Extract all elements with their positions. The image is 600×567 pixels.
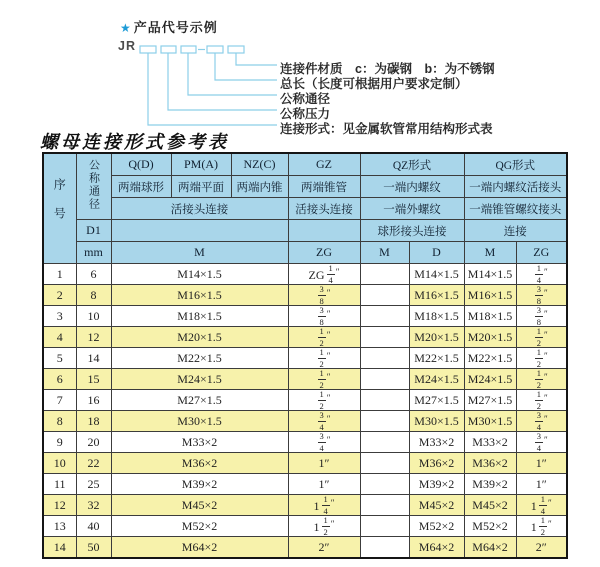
cell-qz-d: M39×2 <box>409 474 464 495</box>
header-code-nzc: NZ(C) <box>231 153 288 176</box>
cell-dn: 25 <box>76 474 111 495</box>
cell-no: 11 <box>43 474 76 495</box>
cell-qz-m <box>360 306 409 327</box>
cell-m: M20×1.5 <box>111 327 288 348</box>
cell-qg-m: M45×2 <box>464 495 516 516</box>
cell-m: M36×2 <box>111 453 288 474</box>
cell-qz-m <box>360 537 409 559</box>
cell-qz-m <box>360 285 409 306</box>
cell-m: M52×2 <box>111 516 288 537</box>
cell-dn: 32 <box>76 495 111 516</box>
cell-no: 6 <box>43 369 76 390</box>
header-diameter: 公称通径 <box>76 153 111 220</box>
cell-qg-zg: $\frac{3}{8}$ ″ <box>516 285 567 306</box>
cell-gz: 1 $\frac{1}{4}$ ″ <box>288 495 360 516</box>
cell-qz-d: M36×2 <box>409 453 464 474</box>
cell-dn: 22 <box>76 453 111 474</box>
cell-dn: 50 <box>76 537 111 559</box>
header-unit-zg: ZG <box>288 242 360 264</box>
cell-qz-d: M14×1.5 <box>409 264 464 285</box>
cell-m: M39×2 <box>111 474 288 495</box>
cell-qg-zg: $\frac{1}{2}$ ″ <box>516 348 567 369</box>
code-box-icon <box>207 46 223 53</box>
cell-qg-zg: $\frac{1}{2}$ ″ <box>516 369 567 390</box>
cell-no: 5 <box>43 348 76 369</box>
callout-label-form: 连接形式：见金属软管常用结构形式表 <box>280 122 493 136</box>
callout-label-pressure: 公称压力 <box>280 107 331 121</box>
cell-no: 14 <box>43 537 76 559</box>
table-row <box>43 432 567 453</box>
header-conn-qg: 一端锥管螺纹接头 <box>464 198 567 220</box>
header-unit-qz-m: M <box>360 242 409 264</box>
cell-dn: 6 <box>76 264 111 285</box>
cell-m: M18×1.5 <box>111 306 288 327</box>
cell-qz-d: M20×1.5 <box>409 327 464 348</box>
code-prefix: JR <box>118 39 136 53</box>
table-row <box>43 369 567 390</box>
header-unit-qg-m: M <box>464 242 516 264</box>
cell-gz: 1″ <box>288 453 360 474</box>
header-ends-qz: 一端内螺纹 <box>360 176 464 198</box>
cell-qg-m: M52×2 <box>464 516 516 537</box>
cell-qz-d: M30×1.5 <box>409 411 464 432</box>
header-serial: 序号 <box>43 153 76 264</box>
cell-dn: 20 <box>76 432 111 453</box>
cell-qz-d: M64×2 <box>409 537 464 559</box>
cell-no: 9 <box>43 432 76 453</box>
table-row <box>43 285 567 306</box>
header-unit-m: M <box>111 242 288 264</box>
cell-qz-d: M33×2 <box>409 432 464 453</box>
cell-qz-m <box>360 495 409 516</box>
cell-no: 1 <box>43 264 76 285</box>
cell-gz: 1″ <box>288 474 360 495</box>
cell-qg-zg: 1 $\frac{1}{4}$ ″ <box>516 495 567 516</box>
cell-gz: $\frac{1}{2}$ ″ <box>288 327 360 348</box>
cell-gz: 2″ <box>288 537 360 559</box>
cell-gz: ZG $\frac{1}{4}$ ″ <box>288 264 360 285</box>
cell-qz-m <box>360 411 409 432</box>
cell-qg-zg: 2″ <box>516 537 567 559</box>
table-row <box>43 537 567 559</box>
cell-qg-zg: $\frac{1}{2}$ ″ <box>516 390 567 411</box>
header-code-gz: GZ <box>288 153 360 176</box>
cell-gz: 1 $\frac{1}{2}$ ″ <box>288 516 360 537</box>
cell-m: M22×1.5 <box>111 348 288 369</box>
cell-qg-m: M33×2 <box>464 432 516 453</box>
cell-no: 13 <box>43 516 76 537</box>
table-title: 螺母连接形式参考表 <box>40 132 229 152</box>
table-row <box>43 264 567 285</box>
cell-gz: $\frac{3}{8}$ ″ <box>288 306 360 327</box>
table-row <box>43 390 567 411</box>
product-code-heading <box>120 17 218 36</box>
cell-dn: 40 <box>76 516 111 537</box>
table-row <box>43 474 567 495</box>
cell-qg-m: M39×2 <box>464 474 516 495</box>
cell-qz-m <box>360 453 409 474</box>
cell-no: 4 <box>43 327 76 348</box>
cell-gz: $\frac{1}{2}$ ″ <box>288 348 360 369</box>
nut-connection-table <box>42 152 568 559</box>
header-conn2-qz: 球形接头连接 <box>360 220 464 242</box>
cell-qz-d: M18×1.5 <box>409 306 464 327</box>
cell-m: M45×2 <box>111 495 288 516</box>
cell-qz-m <box>360 264 409 285</box>
cell-gz: $\frac{3}{8}$ ″ <box>288 285 360 306</box>
cell-m: M33×2 <box>111 432 288 453</box>
cell-m: M16×1.5 <box>111 285 288 306</box>
cell-dn: 12 <box>76 327 111 348</box>
table-row <box>43 306 567 327</box>
cell-qg-m: M27×1.5 <box>464 390 516 411</box>
header-code-qz: QZ形式 <box>360 153 464 176</box>
cell-qz-m <box>360 516 409 537</box>
header-ends-nzc: 两端内锥 <box>231 176 288 198</box>
header-ends-qd: 两端球形 <box>111 176 171 198</box>
cell-qg-zg: $\frac{1}{4}$ ″ <box>516 264 567 285</box>
cell-qg-m: M64×2 <box>464 537 516 559</box>
header-code-qg: QG形式 <box>464 153 567 176</box>
cell-dn: 16 <box>76 390 111 411</box>
header-unit-qz-d: D <box>409 242 464 264</box>
cell-no: 10 <box>43 453 76 474</box>
table-body <box>43 264 567 559</box>
cell-dn: 8 <box>76 285 111 306</box>
cell-dn: 18 <box>76 411 111 432</box>
table-row <box>43 453 567 474</box>
cell-gz: $\frac{1}{2}$ ″ <box>288 390 360 411</box>
header-mm: mm <box>76 242 111 264</box>
header-conn-qz: 一端外螺纹 <box>360 198 464 220</box>
cell-qg-zg: 1″ <box>516 453 567 474</box>
cell-qg-m: M18×1.5 <box>464 306 516 327</box>
header-blank-gz <box>288 220 360 242</box>
product-code-heading-text: 产品代号示例 <box>133 20 218 35</box>
callout-label-length: 总长（长度可根据用户要求定制） <box>280 77 468 91</box>
cell-qz-d: M22×1.5 <box>409 348 464 369</box>
cell-dn: 15 <box>76 369 111 390</box>
cell-qz-d: M27×1.5 <box>409 390 464 411</box>
cell-qz-d: M24×1.5 <box>409 369 464 390</box>
cell-m: M30×1.5 <box>111 411 288 432</box>
cell-qg-zg: $\frac{1}{2}$ ″ <box>516 327 567 348</box>
cell-qz-m <box>360 432 409 453</box>
table-row <box>43 411 567 432</box>
cell-qg-m: M36×2 <box>464 453 516 474</box>
table-row <box>43 495 567 516</box>
cell-qg-zg: $\frac{3}{4}$ ″ <box>516 411 567 432</box>
cell-qg-m: M30×1.5 <box>464 411 516 432</box>
cell-qz-d: M16×1.5 <box>409 285 464 306</box>
cell-no: 3 <box>43 306 76 327</box>
code-box-icon <box>161 46 176 53</box>
cell-m: M14×1.5 <box>111 264 288 285</box>
cell-qg-m: M22×1.5 <box>464 348 516 369</box>
table-row <box>43 327 567 348</box>
cell-gz: $\frac{3}{4}$ ″ <box>288 432 360 453</box>
cell-dn: 10 <box>76 306 111 327</box>
cell-qz-m <box>360 390 409 411</box>
cell-qg-m: M14×1.5 <box>464 264 516 285</box>
callout-label-material: 连接件材质 c：为碳钢 b：为不锈钢 <box>280 62 495 76</box>
cell-qz-m <box>360 369 409 390</box>
header-blank-left <box>111 220 288 242</box>
header-conn-left: 活接头连接 <box>111 198 288 220</box>
code-box-icon <box>140 46 156 53</box>
cell-qg-m: M20×1.5 <box>464 327 516 348</box>
cell-qg-m: M24×1.5 <box>464 369 516 390</box>
header-code-pma: PM(A) <box>171 153 231 176</box>
cell-qg-zg: 1 $\frac{1}{2}$ ″ <box>516 516 567 537</box>
cell-gz: $\frac{1}{2}$ ″ <box>288 369 360 390</box>
cell-dn: 14 <box>76 348 111 369</box>
callout-label-diameter: 公称通径 <box>280 92 331 106</box>
header-ends-gz: 两端锥管 <box>288 176 360 198</box>
cell-qz-m <box>360 327 409 348</box>
table-row <box>43 516 567 537</box>
cell-no: 2 <box>43 285 76 306</box>
cell-gz: $\frac{3}{4}$ ″ <box>288 411 360 432</box>
star-icon: ★ <box>120 21 132 35</box>
code-box-icon <box>181 46 196 53</box>
cell-qg-zg: 1″ <box>516 474 567 495</box>
cell-qz-m <box>360 348 409 369</box>
cell-qz-m <box>360 474 409 495</box>
header-conn-gz: 活接头连接 <box>288 198 360 220</box>
table-row <box>43 348 567 369</box>
cell-m: M27×1.5 <box>111 390 288 411</box>
table-header <box>43 153 567 264</box>
code-box-icon <box>228 46 244 53</box>
cell-no: 7 <box>43 390 76 411</box>
header-d1: D1 <box>76 220 111 242</box>
header-unit-qg-zg: ZG <box>516 242 567 264</box>
cell-qg-zg: $\frac{3}{4}$ ″ <box>516 432 567 453</box>
header-conn2-qg: 连接 <box>464 220 567 242</box>
cell-qg-zg: $\frac{3}{8}$ ″ <box>516 306 567 327</box>
cell-qg-m: M16×1.5 <box>464 285 516 306</box>
cell-m: M64×2 <box>111 537 288 559</box>
header-code-qd: Q(D) <box>111 153 171 176</box>
cell-no: 12 <box>43 495 76 516</box>
header-ends-pma: 两端平面 <box>171 176 231 198</box>
cell-m: M24×1.5 <box>111 369 288 390</box>
header-ends-qg: 一端内螺纹活接头 <box>464 176 567 198</box>
cell-qz-d: M52×2 <box>409 516 464 537</box>
cell-qz-d: M45×2 <box>409 495 464 516</box>
cell-no: 8 <box>43 411 76 432</box>
